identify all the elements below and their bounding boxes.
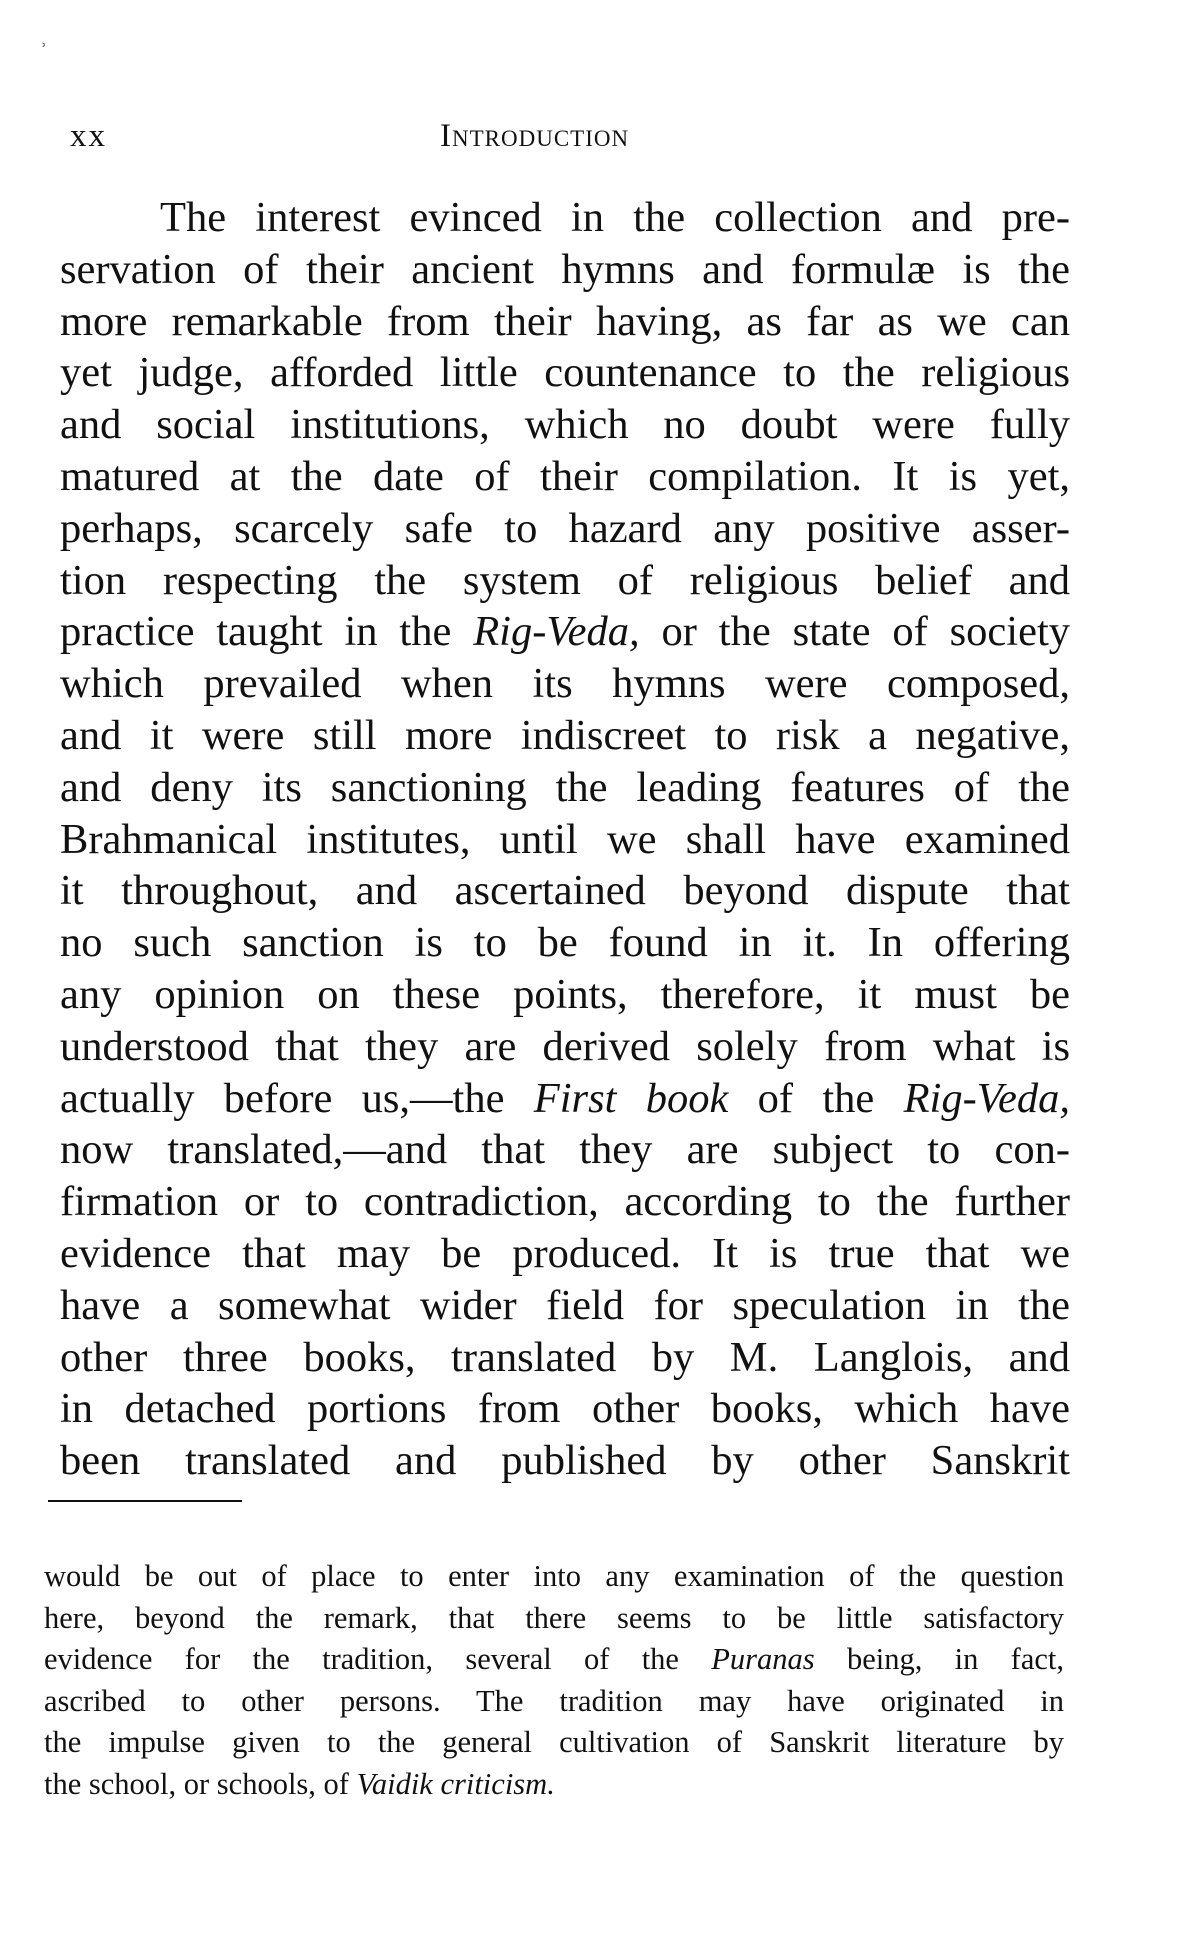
body-line bbox=[60, 1021, 1070, 1073]
body-text: now translated,—and that they are subject to con- bbox=[60, 1126, 1070, 1174]
body-line bbox=[60, 1383, 1070, 1435]
body-text: practice taught in the bbox=[60, 608, 474, 656]
body-line bbox=[60, 451, 1070, 503]
main-paragraph bbox=[60, 192, 1070, 1487]
body-text: The interest evinced in the collection and pre- bbox=[160, 194, 1070, 241]
body-text: have a somewhat wider field for speculation in the bbox=[60, 1281, 1070, 1329]
body-line bbox=[60, 1280, 1070, 1332]
footnote-line bbox=[44, 1556, 1064, 1598]
footnote-line bbox=[44, 1639, 1064, 1681]
body-text: which prevailed when its hymns were composed, bbox=[60, 660, 1070, 708]
body-text: understood that they are derived solely from what is bbox=[60, 1022, 1070, 1070]
footnote-text: would be out of place to enter into any examination of the question bbox=[44, 1559, 1064, 1593]
page-number: xx bbox=[70, 118, 107, 154]
footnote-text: being, in fact, bbox=[814, 1642, 1064, 1676]
body-text: evidence that may be produced. It is true that we bbox=[60, 1229, 1070, 1277]
body-line bbox=[60, 503, 1070, 555]
body-line bbox=[60, 658, 1070, 710]
body-line bbox=[60, 917, 1070, 969]
footnote-italic-text: Puranas bbox=[711, 1642, 815, 1676]
body-text: firmation or to contradiction, according to the further bbox=[60, 1178, 1070, 1226]
page-header bbox=[70, 118, 1070, 168]
body-line bbox=[60, 606, 1070, 658]
print-speck-icon: ˒ bbox=[40, 28, 48, 53]
body-text: and deny its sanctioning the leading features of the bbox=[60, 763, 1070, 811]
body-text: and social institutions, which no doubt were fully bbox=[60, 401, 1070, 449]
body-text: any opinion on these points, therefore, it must be bbox=[60, 970, 1070, 1018]
running-head: Introduction bbox=[440, 118, 630, 154]
footnote-text: the impulse given to the general cultivation of Sanskrit literature by bbox=[44, 1725, 1064, 1759]
body-line bbox=[60, 347, 1070, 399]
body-italic-text: First book bbox=[533, 1074, 729, 1122]
footnote-text: evidence for the tradition, several of the bbox=[44, 1642, 712, 1676]
body-line bbox=[60, 969, 1070, 1021]
footnote-text: ascribed to other persons. The tradition may have originated in bbox=[44, 1683, 1064, 1718]
body-line bbox=[60, 1332, 1070, 1384]
body-text: it throughout, and ascertained beyond dispute that bbox=[60, 867, 1070, 915]
footnote bbox=[44, 1556, 1064, 1805]
body-line bbox=[60, 1435, 1070, 1487]
body-line bbox=[60, 244, 1070, 296]
body-line bbox=[60, 1073, 1070, 1125]
body-text: been translated and published by other Sanskrit bbox=[60, 1437, 1070, 1485]
body-line bbox=[60, 1124, 1070, 1176]
body-line bbox=[60, 865, 1070, 917]
body-line bbox=[60, 192, 1070, 244]
footnote-text: the school, or schools, of bbox=[44, 1766, 357, 1801]
body-text: matured at the date of their compilation. It is yet, bbox=[60, 452, 1070, 500]
body-text: yet judge, afforded little countenance to the religious bbox=[60, 349, 1070, 397]
body-line bbox=[60, 1228, 1070, 1280]
body-text: of the bbox=[728, 1074, 904, 1122]
body-line bbox=[60, 814, 1070, 866]
body-text: other three books, translated by M. Langlois, and bbox=[60, 1333, 1070, 1381]
body-italic-text: Rig-Veda, bbox=[903, 1074, 1070, 1122]
body-text: perhaps, scarcely safe to hazard any positive asser- bbox=[60, 504, 1070, 552]
body-line bbox=[60, 710, 1070, 762]
body-text: tion respecting the system of religious belief and bbox=[60, 556, 1070, 604]
body-text: more remarkable from their having, as far as we can bbox=[60, 297, 1070, 345]
body-line bbox=[60, 1176, 1070, 1228]
footnote-line bbox=[44, 1598, 1064, 1640]
footnote-text: here, beyond the remark, that there seems to be little satisfactory bbox=[44, 1600, 1064, 1635]
body-line bbox=[60, 762, 1070, 814]
body-text: Brahmanical institutes, until we shall have examined bbox=[60, 815, 1070, 863]
body-italic-text: Rig-Veda, bbox=[473, 608, 640, 656]
footnote-rule bbox=[48, 1500, 242, 1502]
body-text: servation of their ancient hymns and formulæ is the bbox=[60, 245, 1070, 293]
body-text: no such sanction is to be found in it. In offering bbox=[60, 919, 1070, 967]
body-line bbox=[60, 296, 1070, 348]
body-text: in detached portions from other books, which have bbox=[60, 1385, 1070, 1433]
footnote-line bbox=[44, 1764, 1064, 1806]
body-line bbox=[60, 555, 1070, 607]
footnote-italic-text: Vaidik criticism. bbox=[356, 1766, 555, 1801]
body-line bbox=[60, 399, 1070, 451]
body-text: and it were still more indiscreet to risk a negative, bbox=[60, 711, 1070, 759]
body-text: or the state of society bbox=[639, 608, 1070, 656]
footnote-line bbox=[44, 1722, 1064, 1764]
footnote-line bbox=[44, 1681, 1064, 1723]
body-text: actually before us,—the bbox=[60, 1074, 534, 1122]
